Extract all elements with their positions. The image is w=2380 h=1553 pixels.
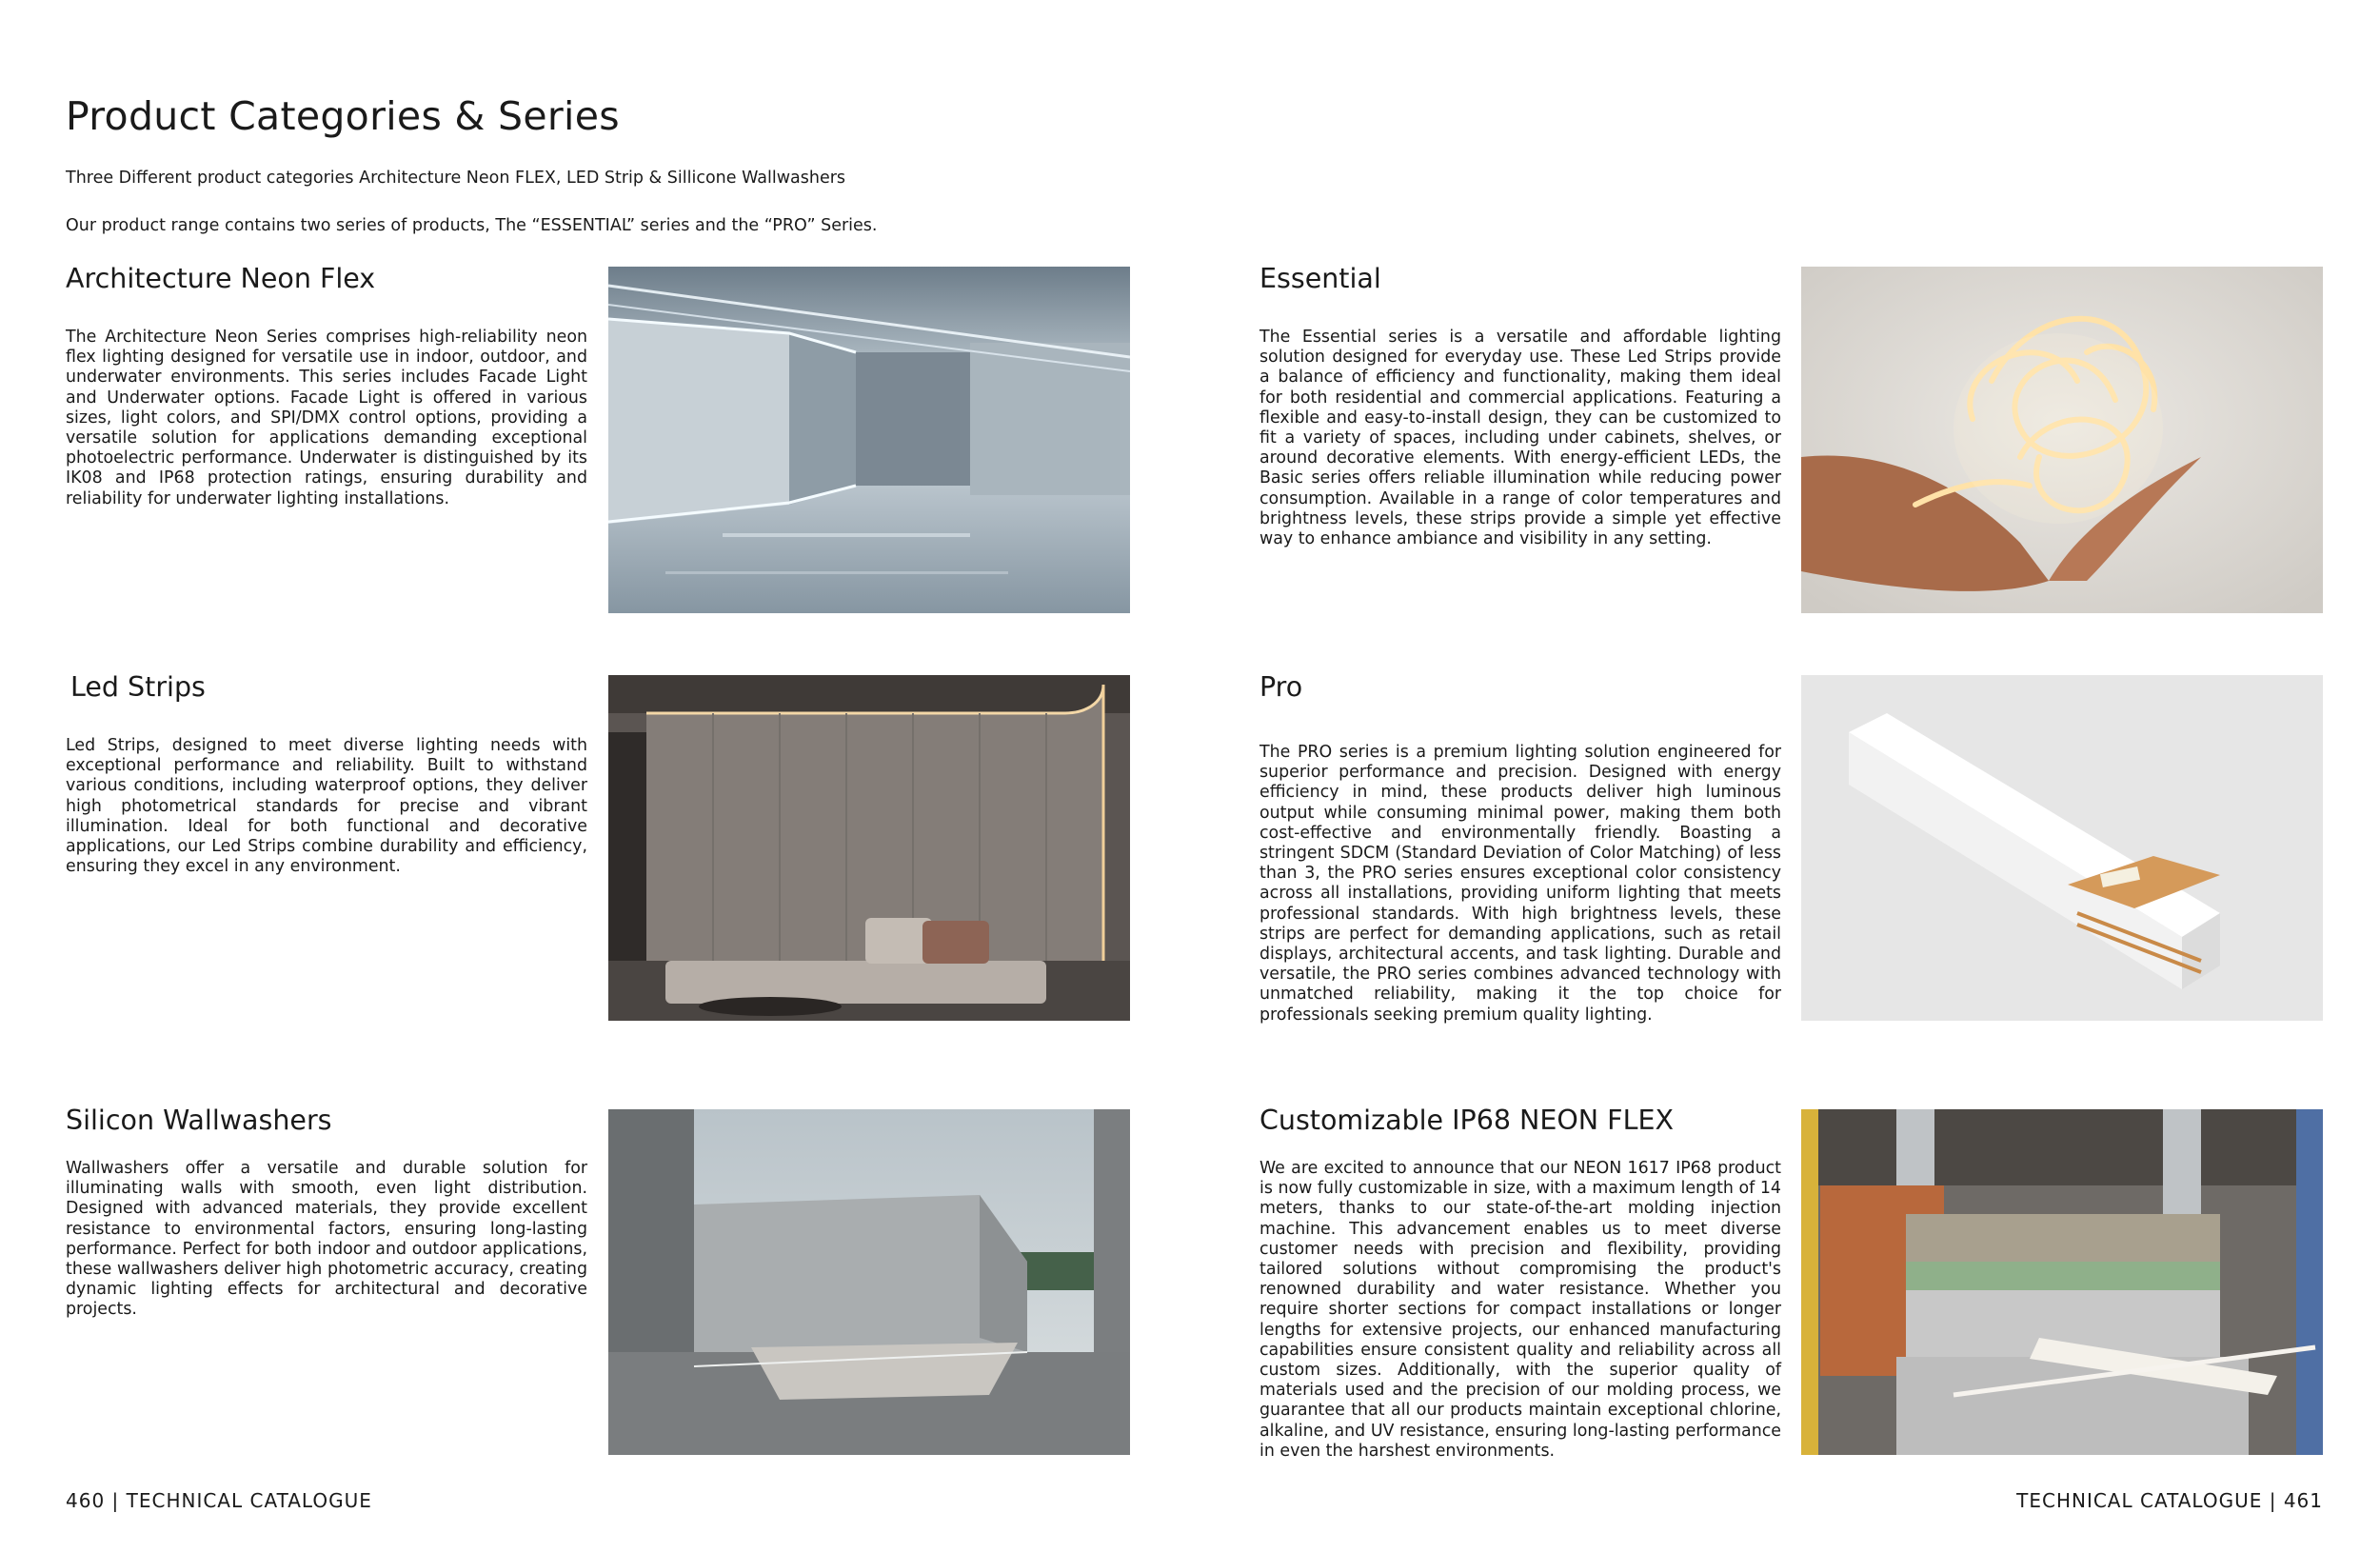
footer-right: TECHNICAL CATALOGUE | 461 xyxy=(2016,1489,2323,1512)
section-title-led-strips: Led Strips xyxy=(70,671,206,703)
architecture-photo xyxy=(608,267,1130,613)
section-title-wallwashers: Silicon Wallwashers xyxy=(66,1105,332,1136)
section-title-pro: Pro xyxy=(1259,671,1303,703)
wallwashers-photo xyxy=(608,1109,1130,1455)
led-strips-photo xyxy=(608,675,1130,1021)
section-text-wallwashers: Wallwashers offer a versatile and durable solution for illuminating walls with smooth, even light distribution. Designed with advanced materials, they provide excellent resistance to environmental factors, ensuring long-lasting performance. Perfect for both indoor and outdoor applications, these wallwashers deliver high photometric accuracy, creating dynamic lighting effects for architectural and decorative projects. xyxy=(66,1159,587,1320)
section-title-architecture: Architecture Neon Flex xyxy=(66,263,376,294)
pro-photo xyxy=(1801,675,2323,1021)
intro-series: Our product range contains two series of products, The “ESSENTIAL” series and the “PRO” Series. xyxy=(66,216,878,235)
custom-photo xyxy=(1801,1109,2323,1455)
section-text-architecture: The Architecture Neon Series comprises high-reliability neon flex lighting designed for versatile use in indoor, outdoor, and underwater environments. This series includes Facade Light and Underwater options. Facade Light is offered in various sizes, light colors, and SPI/DMX control options, providing a versatile solution for applications demanding exceptional photoelectric performance. Underwater is distinguished by its IK08 and IP68 protection ratings, ensuring durability and reliability for underwater lighting installations. xyxy=(66,328,587,508)
intro-categories: Three Different product categories Architecture Neon FLEX, LED Strip & Sillicone Wallwashers xyxy=(66,169,846,188)
section-text-essential: The Essential series is a versatile and affordable lighting solution designed for everyday use. These Led Strips provide a balance of efficiency and functionality, making them ideal for both residential and commercial applications. Featuring a flexible and easy-to-install design, they can be customized to fit a variety of spaces, including under cabinets, shelves, or around decorative elements. With energy-efficient LEDs, the Basic series offers reliable illumination while reducing power consumption. Available in a range of color temperatures and brightness levels, these strips provide a simple yet effective way to enhance ambiance and visibility in any setting. xyxy=(1259,328,1781,549)
essential-photo xyxy=(1801,267,2323,613)
section-title-custom: Customizable IP68 NEON FLEX xyxy=(1259,1105,1674,1136)
page-title: Product Categories & Series xyxy=(66,93,620,139)
section-text-led-strips: Led Strips, designed to meet diverse lighting needs with exceptional performance and reliability. Built to withstand various conditions, including waterproof options, they deliver high photometrical standards for precise and vibrant illumination. Ideal for both functional and decorative applications, our Led Strips combine durability and efficiency, ensuring they excel in any environment. xyxy=(66,736,587,877)
section-text-pro: The PRO series is a premium lighting solution engineered for superior performance and precision. Designed with energy efficiency in mind, these products deliver high luminous output while consuming minimal power, making them both cost-effective and environmentally friendly. Boasting a stringent SDCM (Standard Deviation of Color Matching) of less than 3, the PRO series ensures exceptional color consistency across all installations, providing uniform lighting that meets professional standards. With high brightness levels, these strips are perfect for demanding applications, such as retail displays, architectural accents, and task lighting. Durable and versatile, the PRO series combines advanced technology with unmatched reliability, making it the top choice for professionals seeking premium quality lighting. xyxy=(1259,743,1781,1025)
footer-left: 460 | TECHNICAL CATALOGUE xyxy=(66,1489,372,1512)
section-title-essential: Essential xyxy=(1259,263,1381,294)
section-text-custom: We are excited to announce that our NEON 1617 IP68 product is now fully customizable in size, with a maximum length of 14 meters, thanks to our state-of-the-art molding injection machine. This advancement enables us to meet diverse customer needs with precision and flexibility, providing tailored solutions without compromising the product's renowned durability and water resistance. Whether you require shorter sections for compact installations or longer lengths for extensive projects, our enhanced manufacturing capabilities ensure consistent quality and reliability across all custom sizes. Additionally, with the superior quality of materials used and the precision of our molding process, we guarantee that all our products maintain exceptional chlorine, alkaline, and UV resistance, ensuring long-lasting performance in even the harshest environments. xyxy=(1259,1159,1781,1461)
